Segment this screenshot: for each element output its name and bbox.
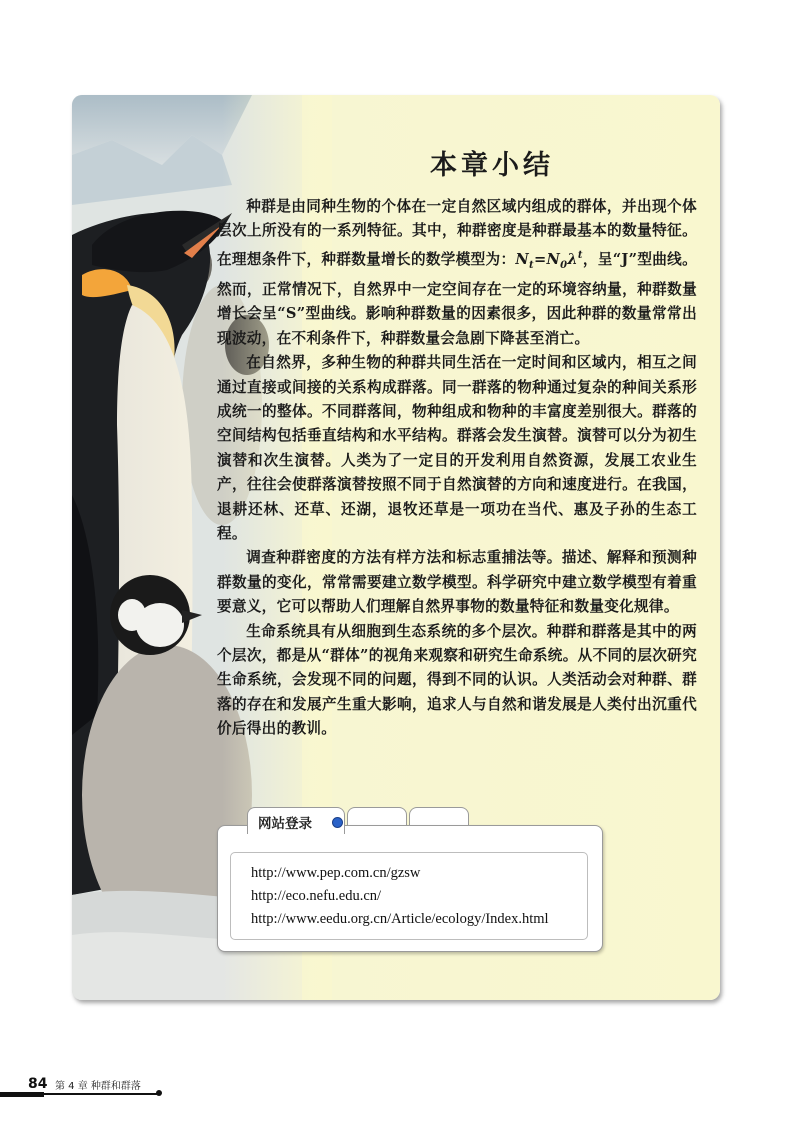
- website-link[interactable]: http://www.pep.com.cn/gzsw: [251, 865, 421, 881]
- chapter-summary-title: 本章小结: [430, 150, 554, 181]
- summary-paragraph-3: 调查种群密度的方法有样方法和标志重捕法等。描述、解释和预测种群数量的变化，常常需要建立数学模型。科学研究中建立数学模型有着重要意义，它可以帮助人们理解自然界事物的数量特征和数量变化规律。: [217, 549, 697, 616]
- page-number: 84: [28, 1076, 48, 1092]
- chapter-label: 第 4 章 种群和群落: [55, 1081, 141, 1092]
- formula-sub-0: 0: [560, 259, 568, 271]
- summary-paragraph-2: 在自然界，多种生物的种群共同生活在一定时间和区域内，相互之间通过直接或间接的关系构成群落。同一群落的物种通过复杂的种间关系形成统一的整体。不同群落间，物种组成和物种的丰富度差别很大。群落的空间结构包括垂直结构和水平结构。群落会发生演替。演替可以分为初生演替和次生演替。人类为了一定目的开发利用自然资源，发展工农业生产，往往会使群落演替按照不同于自然演替的方向和速度进行。在我国，退耕还林、还草、还湖，退牧还草是一项功在当代、惠及子孙的生态工程。: [217, 354, 697, 543]
- formula-n: N: [515, 250, 530, 268]
- footer-dot-icon: [156, 1090, 162, 1096]
- formula-lambda: λ: [567, 250, 578, 268]
- website-link[interactable]: http://www.eedu.org.cn/Article/ecology/Index.html: [251, 911, 549, 927]
- website-login-box: [217, 807, 603, 952]
- summary-body: [217, 195, 697, 742]
- summary-panel: [72, 95, 720, 1000]
- paragraph-1-text-b: ，呈“J”型曲线。然而，正常情况下，自然界中一定空间存在一定的环境容纳量，种群数量增长会呈“S”型曲线。影响种群数量的因素很多，因此种群的数量常常出现波动，在不利条件下，种群数量会急剧下降甚至消亡。: [217, 250, 697, 347]
- summary-paragraph-1: [217, 195, 697, 351]
- blue-dot-icon: [332, 817, 343, 828]
- website-url-list: [230, 852, 588, 940]
- website-tab-main[interactable]: [247, 807, 345, 834]
- summary-paragraph-4: 生命系统具有从细胞到生态系统的多个层次。种群和群落是其中的两个层次，都是从“群体”的视角来观察和研究生命系统。从不同的层次研究生命系统，会发现不同的问题，得到不同的认识。人类活动会对种群、群落的存在和发展产生重大影响，追求人与自然和谐发展是人类付出沉重代价后得出的教训。: [217, 622, 697, 738]
- formula-sup-t: t: [577, 249, 583, 261]
- paragraph-1-text-a: 种群是由同种生物的个体在一定自然区域内组成的群体，并出现个体层次上所没有的一系列特征。其中，种群密度是种群最基本的数量特征。在理想条件下，种群数量增长的数学模型为：: [217, 198, 697, 268]
- website-tab-label: 网站登录: [258, 816, 312, 832]
- formula-eq-n: =N: [533, 250, 561, 268]
- website-frame: [217, 825, 603, 952]
- footer-rule-thick: [0, 1092, 44, 1097]
- website-link[interactable]: http://eco.nefu.edu.cn/: [251, 888, 382, 904]
- formula-sub-t: t: [529, 259, 534, 271]
